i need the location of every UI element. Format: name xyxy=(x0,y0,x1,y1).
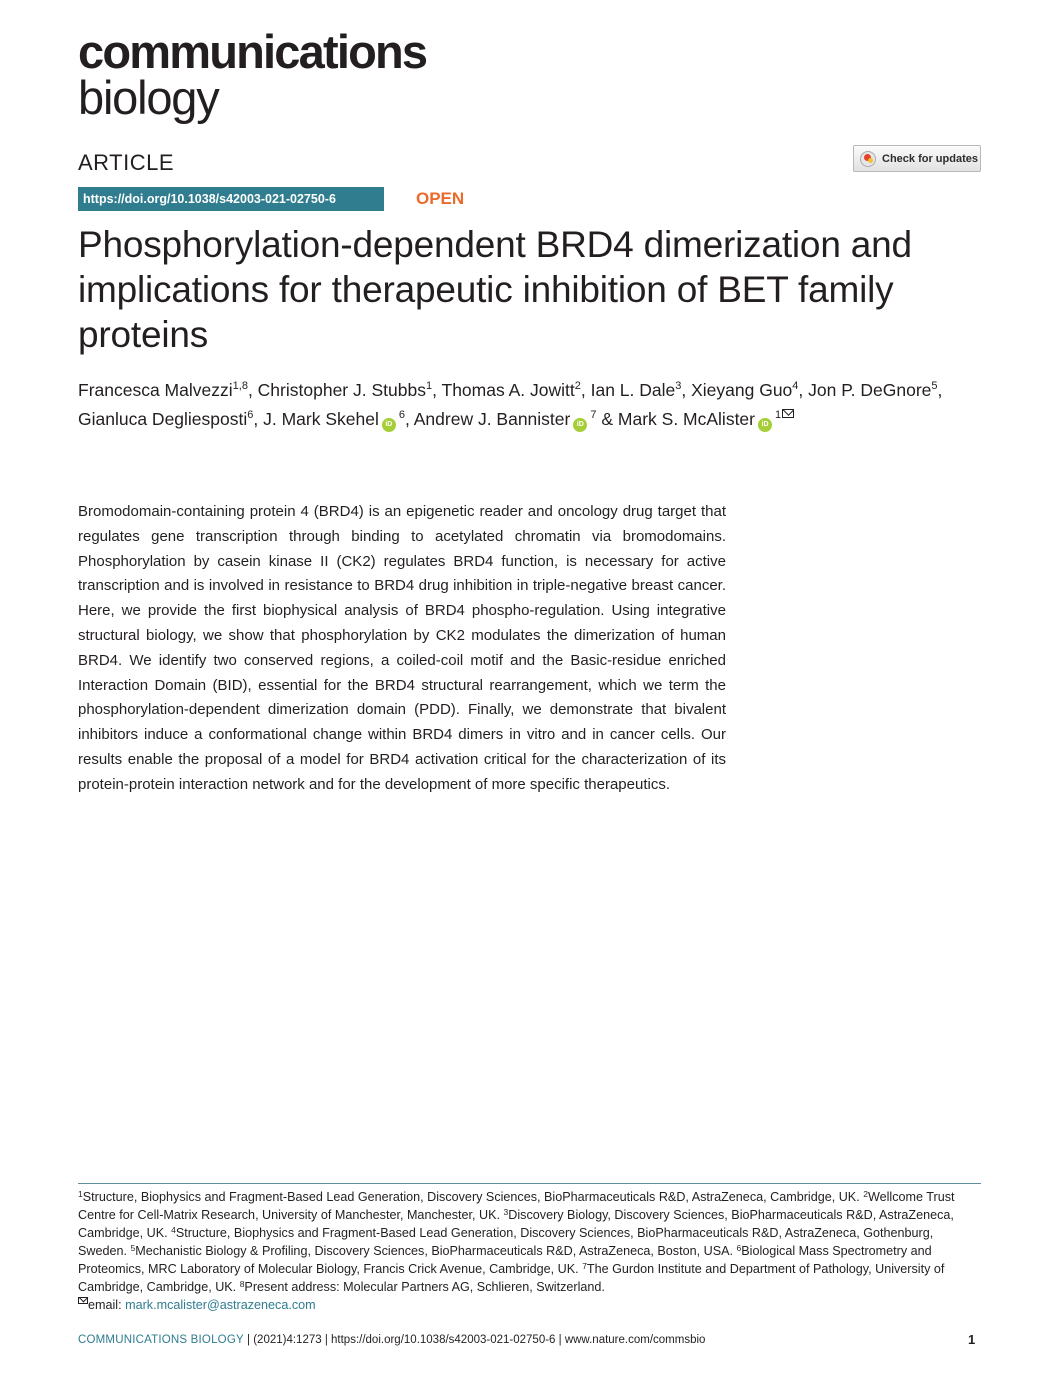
doi-link[interactable]: https://doi.org/10.1038/s42003-021-02750-6 xyxy=(78,187,384,211)
author-list xyxy=(78,376,988,434)
author-name: Mark S. McAlister xyxy=(617,409,755,429)
corresponding-author-email-icon[interactable] xyxy=(782,409,794,418)
affiliation-number: 7 xyxy=(582,1261,587,1271)
affiliation-text: Mechanistic Biology & Profiling, Discovery Sciences, BioPharmaceuticals R&D, AstraZeneca, Boston, USA. xyxy=(135,1244,734,1258)
affiliations xyxy=(78,1188,983,1314)
author-affiliation-number: 4 xyxy=(792,380,799,392)
author[interactable] xyxy=(442,380,581,400)
author-name: Thomas A. Jowitt xyxy=(441,380,575,400)
author-name: Xieyang Guo xyxy=(691,380,793,400)
author[interactable] xyxy=(618,409,794,429)
affiliation-item xyxy=(78,1190,860,1204)
author-affiliation-number: 1 xyxy=(425,380,433,392)
affiliation-text: Present address: Molecular Partners AG, Schlieren, Switzerland. xyxy=(244,1280,605,1294)
orcid-icon[interactable]: iD xyxy=(573,418,587,432)
affiliation-text: Discovery Biology, Discovery Sciences, BioPharmaceuticals R&D, AstraZeneca, Cambridge, UK. xyxy=(78,1208,954,1240)
author-separator: , xyxy=(404,409,414,429)
orcid-icon[interactable]: iD xyxy=(758,418,772,432)
author[interactable] xyxy=(78,380,248,400)
author[interactable] xyxy=(263,409,405,429)
author-separator: , xyxy=(681,380,692,400)
affiliation-item xyxy=(131,1244,734,1258)
author-name: Gianluca Degliesposti xyxy=(78,409,248,429)
footer-citation: | (2021)4:1273 | https://doi.org/10.1038/s42003-021-02750-6 | www.nature.com/commsbio xyxy=(247,1334,706,1346)
affiliation-text: The Gurdon Institute and Department of Pathology, University of Cambridge, Cambridge, UK. xyxy=(78,1262,945,1294)
author[interactable] xyxy=(78,409,253,429)
article-type-label: ARTICLE xyxy=(78,150,175,175)
affiliation-text: Structure, Biophysics and Fragment-Based Lead Generation, Discovery Sciences, BioPharmaceuticals R&D, AstraZeneca, Cambridge, UK. xyxy=(82,1190,860,1204)
page-number: 1 xyxy=(968,1332,976,1347)
email-label: email: xyxy=(88,1298,126,1312)
affiliation-number: 8 xyxy=(239,1279,245,1289)
author-affiliation-number: 3 xyxy=(675,380,682,392)
check-for-updates-label: Check for updates xyxy=(882,152,978,165)
author-affiliation-number: 1 xyxy=(775,409,782,421)
author-affiliation-number: 6 xyxy=(247,409,254,421)
affiliation-list xyxy=(78,1190,955,1294)
affiliation-text: Structure, Biophysics and Fragment-Based Lead Generation, Discovery Sciences, BioPharmaceuticals R&D, AstraZeneca, Gothenburg, Sweden. xyxy=(78,1226,934,1258)
affiliation-number: 4 xyxy=(171,1225,176,1235)
affiliation-item xyxy=(240,1280,605,1294)
author-name: Andrew J. Bannister xyxy=(413,409,571,429)
affiliations-divider xyxy=(78,1183,981,1184)
author-separator: , xyxy=(253,409,264,429)
affiliation-text: Wellcome Trust Centre for Cell-Matrix Research, University of Manchester, Manchester, UK. xyxy=(78,1190,955,1222)
open-access-badge: OPEN xyxy=(416,189,465,208)
footer-journal-name[interactable]: COMMUNICATIONS BIOLOGY xyxy=(78,1334,244,1346)
author-name: Ian L. Dale xyxy=(590,380,676,400)
abstract: Bromodomain-containing protein 4 (BRD4) is an epigenetic reader and oncology drug target that regulates gene transcription through binding to acetylated chromatin via bromodomains. Phosphorylation by casein kinase II (CK2) regulates BRD4 function, is necessary for active transcription and is involved in resistance to BRD4 drug inhibition in triple-negative breast cancer. Here, we provide the first biophysical analysis of BRD4 phospho-regulation. Using integrative structural biology, we show that phosphorylation by CK2 modulates the dimerization of human BRD4. We identify two conserved regions, a coiled-coil motif and the Basic-residue enriched Interaction Domain (BID), essential for the BRD4 structural rearrangement, which we term the phosphorylation-dependent dimerization domain (PDD). Finally, we demonstrate that bivalent inhibitors induce a conformational change within BRD4 dimers in vitro and in cancer cells. Our results enable the proposal of a model for BRD4 activation critical for the characterization of its protein-protein interaction network and for the development of more specific therapeutics. xyxy=(78,503,726,793)
author-separator: , xyxy=(247,380,258,400)
author-name: J. Mark Skehel xyxy=(263,409,379,429)
author-separator: , xyxy=(798,380,809,400)
author-affiliation-number: 5 xyxy=(931,380,938,392)
author-affiliation-number: 7 xyxy=(590,409,597,421)
affiliation-number: 3 xyxy=(503,1207,509,1217)
affiliation-number: 2 xyxy=(863,1189,868,1199)
journal-name-line1: communications xyxy=(78,25,427,78)
author[interactable] xyxy=(691,380,798,400)
orcid-icon[interactable]: iD xyxy=(382,418,396,432)
corresponding-email-link[interactable]: mark.mcalister@astrazeneca.com xyxy=(125,1298,316,1312)
author-name: Christopher J. Stubbs xyxy=(257,380,426,400)
author[interactable] xyxy=(414,409,597,429)
affiliation-number: 1 xyxy=(78,1189,83,1199)
author-affiliation-number: 2 xyxy=(574,380,581,392)
crossmark-icon xyxy=(860,151,876,167)
author[interactable] xyxy=(591,380,682,400)
author[interactable] xyxy=(808,380,937,400)
author-separator: , xyxy=(432,380,442,400)
author-affiliation-number: 1,8 xyxy=(232,380,248,392)
affiliation-text: Biological Mass Spectrometry and Proteomics, MRC Laboratory of Molecular Biology, Francis Crick Avenue, Cambridge, UK. xyxy=(78,1244,932,1276)
article-title: Phosphorylation-dependent BRD4 dimerization and implications for therapeutic inhibition of BET family proteins xyxy=(78,224,912,355)
author[interactable] xyxy=(258,380,432,400)
check-for-updates-button[interactable] xyxy=(853,145,981,172)
author-separator: , xyxy=(937,380,943,400)
page-footer xyxy=(78,1334,705,1346)
author-separator: , xyxy=(580,380,591,400)
author-affiliation-number: 6 xyxy=(398,409,405,421)
affiliation-number: 5 xyxy=(130,1243,136,1253)
email-icon xyxy=(78,1297,88,1304)
affiliation-number: 6 xyxy=(736,1243,742,1253)
author-name: Francesca Malvezzi xyxy=(78,380,233,400)
author-name: Jon P. DeGnore xyxy=(808,380,932,400)
author-separator: & xyxy=(596,409,618,429)
journal-name-line2: biology xyxy=(78,71,219,124)
